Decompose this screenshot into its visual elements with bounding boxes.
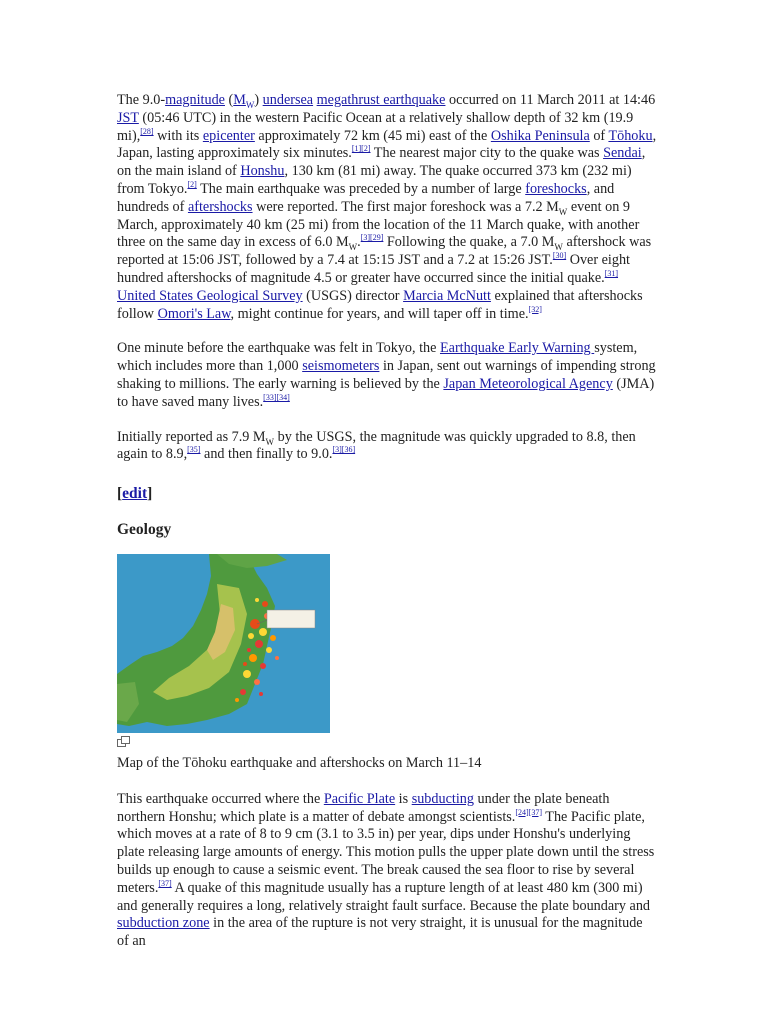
link-honshu[interactable]: Honshu (240, 163, 285, 180)
citation-link-35[interactable]: [35] (187, 445, 201, 455)
map-legend-box (267, 610, 315, 628)
text: , on the main island of (117, 145, 646, 180)
subscript: W (348, 242, 358, 253)
link-jst[interactable]: JST (117, 109, 139, 126)
citation (187, 180, 196, 189)
text: One minute before the earthquake was felt in Tokyo, the (117, 340, 440, 357)
text: Over eight hundred aftershocks of magnitude 4.5 or greater have occurred since the initial quake. (117, 252, 630, 286)
text: A quake of this magnitude usually has a rupture length of at least 480 km (300 mi) and generally requires a long, relatively straight fault surface. Because the plate boundary and (117, 879, 651, 914)
text: . (357, 234, 361, 251)
link-megathrust-earthquake[interactable]: megathrust earthquake (316, 92, 446, 108)
citation-link-28[interactable]: [28] (140, 126, 154, 136)
citation-link-30[interactable]: [30] (552, 251, 567, 261)
text: This earthquake occurred where the (117, 790, 324, 807)
text: ( (224, 92, 234, 108)
paragraph-magnitude-revisions (117, 429, 657, 465)
citation-link-3-36[interactable]: [3][36] (332, 445, 356, 455)
text: were reported. The first major foreshock was a 7.2 M (252, 198, 559, 215)
subscript: W (554, 242, 563, 253)
subscript: W (265, 436, 275, 447)
link-earthquake-early-warning[interactable]: Earthquake Early Warning (439, 340, 595, 357)
citation (332, 445, 355, 454)
text: , might continue for years, and will taper off in time. (230, 305, 529, 322)
link-tohoku[interactable]: Tōhoku (608, 127, 653, 144)
paragraph-geology (117, 791, 657, 951)
link-aftershocks[interactable]: aftershocks (187, 198, 253, 215)
text: with its (153, 127, 203, 144)
article-body (117, 92, 657, 968)
edit-link[interactable]: edit (122, 485, 148, 503)
text: approximately 72 km (45 mi) east of the (254, 127, 491, 144)
citation-link-2[interactable]: [2] (187, 179, 197, 189)
text: (JMA) to have saved many lives. (117, 375, 655, 410)
subscript: W (245, 99, 255, 110)
bracket: ] (147, 485, 153, 503)
link-undersea[interactable]: undersea (262, 92, 314, 108)
paragraph-early-warning (117, 340, 657, 411)
link-foreshocks[interactable]: foreshocks (525, 180, 587, 197)
text: , 130 km (81 mi) away. The quake occurred 373 km (232 mi) from Tokyo. (117, 163, 632, 197)
text: by the USGS, the magnitude was quickly upgraded to 8.8, then again to 8.9, (117, 428, 636, 463)
text: in Japan, sent out warnings of impending strong shaking to millions. The early warning is believed by the (117, 358, 656, 392)
link-epicenter[interactable]: epicenter (202, 127, 255, 144)
citation-link-32[interactable]: [32] (528, 304, 542, 314)
citation-link-3-29[interactable]: [3][29] (360, 233, 384, 243)
enlarge-graphic (117, 736, 131, 747)
citation (529, 305, 542, 314)
citation (553, 251, 566, 260)
citation-link-33-34[interactable]: [33][34] (263, 392, 290, 402)
subscript: W (558, 206, 568, 217)
text: , Japan, lasting approximately six minutes. (117, 127, 657, 162)
link-omoris-law[interactable]: Omori's Law (157, 305, 231, 322)
figure (117, 554, 657, 773)
link-magnitude[interactable]: magnitude (165, 92, 225, 108)
link-seismometers[interactable]: seismometers (302, 358, 380, 375)
section-heading-geology: Geology (117, 521, 172, 539)
link-subducting[interactable]: subducting (411, 790, 474, 807)
link-japan-meteorological-agency[interactable]: Japan Meteorological Agency (443, 375, 613, 392)
text: The Pacific plate, which moves at a rate of 8 to 9 cm (3.1 to 3.5 in) per year, dips under Honshu's underlying plate releasing large amounts of energy. This motion pulls the upper plate down until the stress builds up enough to cause a seismic event. The break caused the sea floor to rise by several meters. (117, 808, 655, 896)
text: of (589, 127, 609, 144)
citation (515, 808, 542, 817)
link-pacific-plate[interactable]: Pacific Plate (323, 790, 396, 807)
citation (263, 393, 290, 402)
citation-link-37[interactable]: [37] (158, 878, 172, 888)
text: occurred on 11 March 2011 at 14:46 (445, 92, 656, 108)
text: and then finally to 9.0. (200, 446, 333, 463)
text: explained that aftershocks follow (117, 287, 643, 322)
link-subduction-zone[interactable]: subduction zone (117, 915, 210, 932)
text: M (233, 92, 246, 108)
link-moment-magnitude[interactable] (233, 92, 254, 108)
text: system, which includes more than 1,000 (117, 340, 638, 375)
map-graphic (117, 554, 330, 733)
text: (05:46 UTC) in the western Pacific Ocean at a relatively shallow depth of 32 km (19.9 mi), (117, 109, 634, 144)
text: (USGS) director (302, 287, 404, 304)
text: aftershock was reported at 15:06 JST, followed by a 7.4 at 15:15 JST and a 7.2 at 15:26 JST. (117, 234, 652, 269)
bracket: [ (117, 485, 123, 503)
citation (140, 127, 153, 136)
citation (605, 269, 618, 278)
paragraph-earthquake-overview (117, 92, 657, 323)
citation-link-24-37[interactable]: [24][37] (515, 807, 542, 817)
citation (187, 445, 200, 454)
text: is (395, 790, 412, 807)
figure-caption: Map of the Tōhoku earthquake and aftershocks on March 11–14 (117, 754, 482, 771)
link-oshika-peninsula[interactable]: Oshika Peninsula (490, 127, 590, 144)
text: ) (254, 92, 263, 108)
enlarge-icon[interactable] (117, 735, 657, 753)
text: The 9.0- (117, 92, 166, 108)
citation (361, 233, 384, 242)
link-sendai[interactable]: Sendai (603, 145, 642, 162)
text: under the plate beneath northern Honshu; which plate is a matter of debate amongst scientists. (117, 790, 610, 825)
earthquake-map-image[interactable] (117, 554, 330, 733)
citation-link-1-2[interactable]: [1][2] (351, 144, 371, 154)
link-usgs[interactable]: United States Geological Survey (117, 287, 303, 304)
text: The main earthquake was preceded by a number of large (196, 180, 526, 197)
text: , and hundreds of (117, 180, 615, 215)
text: in the area of the rupture is not very straight, it is unusual for the magnitude of an (117, 915, 643, 950)
citation-link-31[interactable]: [31] (604, 268, 619, 278)
text: Initially reported as 7.9 M (117, 428, 266, 445)
text: event on 9 March, approximately 40 km (25 mi) from the location of the 11 March quake, with another three on the same day in excess of 6.0 M (117, 198, 640, 251)
citation (158, 879, 171, 888)
citation (352, 144, 371, 153)
text: Following the quake, a 7.0 M (383, 234, 555, 251)
section-edit (117, 484, 657, 504)
text: The nearest major city to the quake was (370, 145, 604, 162)
link-marcia-mcnutt[interactable]: Marcia McNutt (403, 287, 491, 304)
